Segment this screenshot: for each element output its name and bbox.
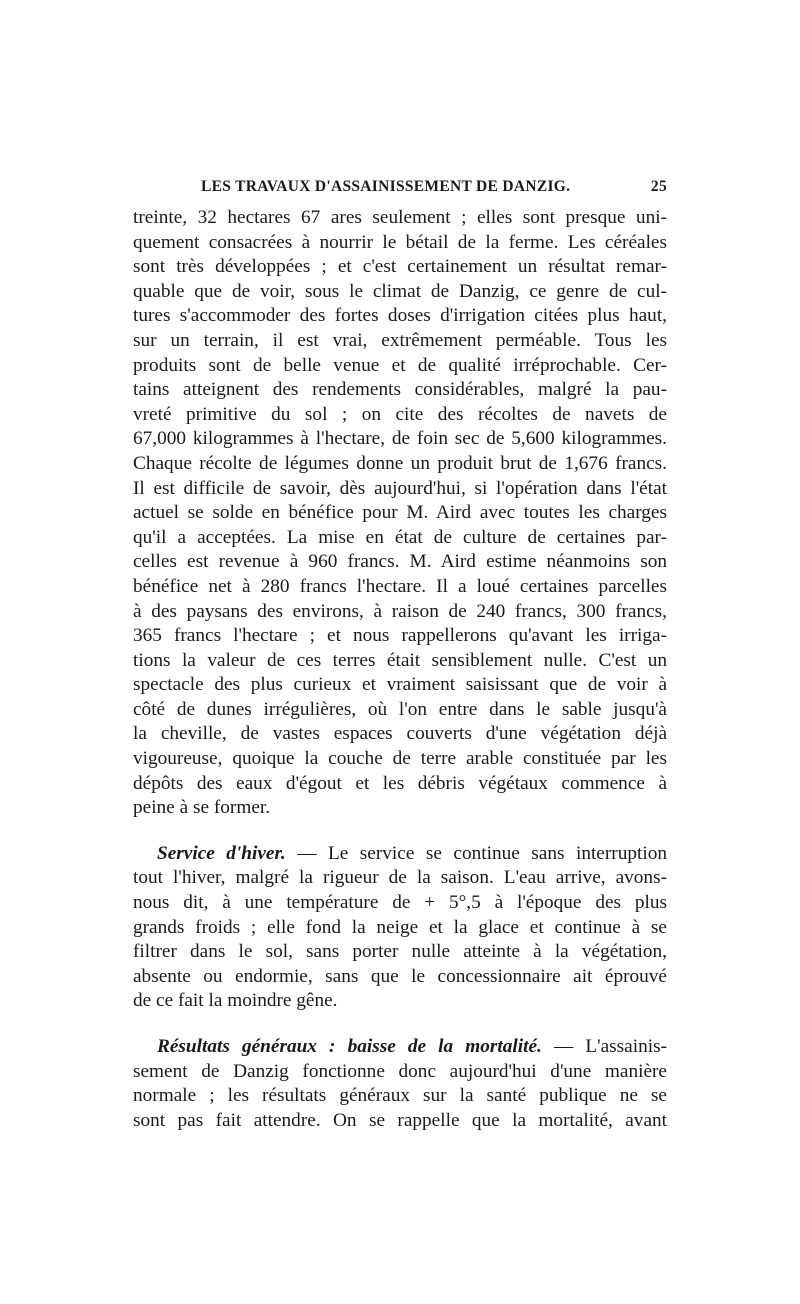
text-line: 67,000 kilogrammes à l'hectare, de foin sec de 5,600 kilogrammes. (133, 428, 667, 450)
text-line (133, 1035, 667, 1060)
text-line: dépôts des eaux d'égout et les débris végétaux commence à (133, 772, 667, 794)
text-line: nous dit, à une température de + 5°,5 à l'époque des plus (133, 892, 667, 914)
text-line (133, 842, 667, 867)
text-line: produits sont de belle venue et de qualité irréprochable. Cer- (133, 354, 667, 376)
text-line: tions la valeur de ces terres était sensiblement nulle. C'est un (133, 649, 667, 671)
running-head (133, 178, 667, 204)
text-line: tains atteignent des rendements considérables, malgré la pau- (133, 379, 667, 401)
text-line: treinte, 32 hectares 67 ares seulement ; elles sont presque uni- (133, 207, 667, 228)
text-line: sont pas fait attendre. On se rappelle que la mortalité, avant (133, 1109, 667, 1131)
text-line: vreté primitive du sol ; on cite des récoltes de navets de (133, 403, 667, 425)
text-line: filtrer dans le sol, sans porter nulle atteinte à la végétation, (133, 941, 667, 963)
text-line: Il est difficile de savoir, dès aujourd'hui, si l'opération dans l'état (133, 477, 667, 499)
paragraph-2 (133, 842, 667, 1014)
text-line: quement consacrées à nourrir le bétail de la ferme. Les céréales (133, 231, 667, 253)
text-line: quable que de voir, sous le climat de Danzig, ce genre de cul- (133, 280, 667, 302)
paragraph-3 (133, 1035, 667, 1133)
text-fragment: — L'assainis- (541, 1036, 667, 1057)
text-line: qu'il a acceptées. La mise en état de culture de certaines par- (133, 526, 667, 548)
text-line: spectacle des plus curieux et vraiment saisissant que de voir à (133, 674, 667, 696)
section-heading-resultats: Résultats généraux : baisse de la mortalité. (157, 1036, 542, 1057)
text-line: normale ; les résultats généraux sur la santé publique ne se (133, 1085, 667, 1107)
text-line: tout l'hiver, malgré la rigueur de la saison. L'eau arrive, avons- (133, 867, 667, 889)
running-title: LES TRAVAUX D'ASSAINISSEMENT DE DANZIG. (201, 178, 571, 195)
text-line: celles est revenue à 960 francs. M. Aird estime néanmoins son (133, 551, 667, 573)
text-line: de ce fait la moindre gêne. (133, 990, 338, 1012)
text-line: à des paysans des environs, à raison de 240 francs, 300 francs, (133, 600, 667, 622)
paragraph-1 (133, 206, 667, 821)
text-line: peine à se former. (133, 797, 271, 819)
text-line: tures s'accommoder des fortes doses d'irrigation citées plus haut, (133, 305, 667, 327)
body-text (133, 206, 667, 1133)
text-line: sement de Danzig fonctionne donc aujourd'hui d'une manière (133, 1060, 667, 1082)
paragraph-gap (133, 1014, 667, 1035)
text-line: la cheville, de vastes espaces couverts d'une végétation déjà (133, 723, 667, 745)
page-number: 25 (650, 178, 667, 195)
text-line: côté de dunes irrégulières, où l'on entre dans le sable jusqu'à (133, 698, 667, 720)
paragraph-gap (133, 821, 667, 842)
text-line: grands froids ; elle fond la neige et la glace et continue à se (133, 916, 667, 938)
text-line: sur un terrain, il est vrai, extrêmement perméable. Tous les (133, 329, 667, 351)
text-fragment: — Le service se continue sans interruption (285, 842, 667, 864)
section-heading-service-hiver: Service d'hiver. (157, 842, 286, 864)
text-line: vigoureuse, quoique la couche de terre arable constituée par les (133, 748, 667, 770)
text-line: Chaque récolte de légumes donne un produit brut de 1,676 francs. (133, 452, 667, 474)
book-page (133, 178, 667, 1133)
text-line: sont très développées ; et c'est certainement un résultat remar- (133, 256, 667, 278)
text-line: 365 francs l'hectare ; et nous rappellerons qu'avant les irriga- (133, 625, 667, 647)
text-line: bénéfice net à 280 francs l'hectare. Il a loué certaines parcelles (133, 575, 667, 597)
text-line: actuel se solde en bénéfice pour M. Aird avec toutes les charges (133, 502, 667, 524)
text-line: absente ou endormie, sans que le concessionnaire ait éprouvé (133, 965, 667, 987)
